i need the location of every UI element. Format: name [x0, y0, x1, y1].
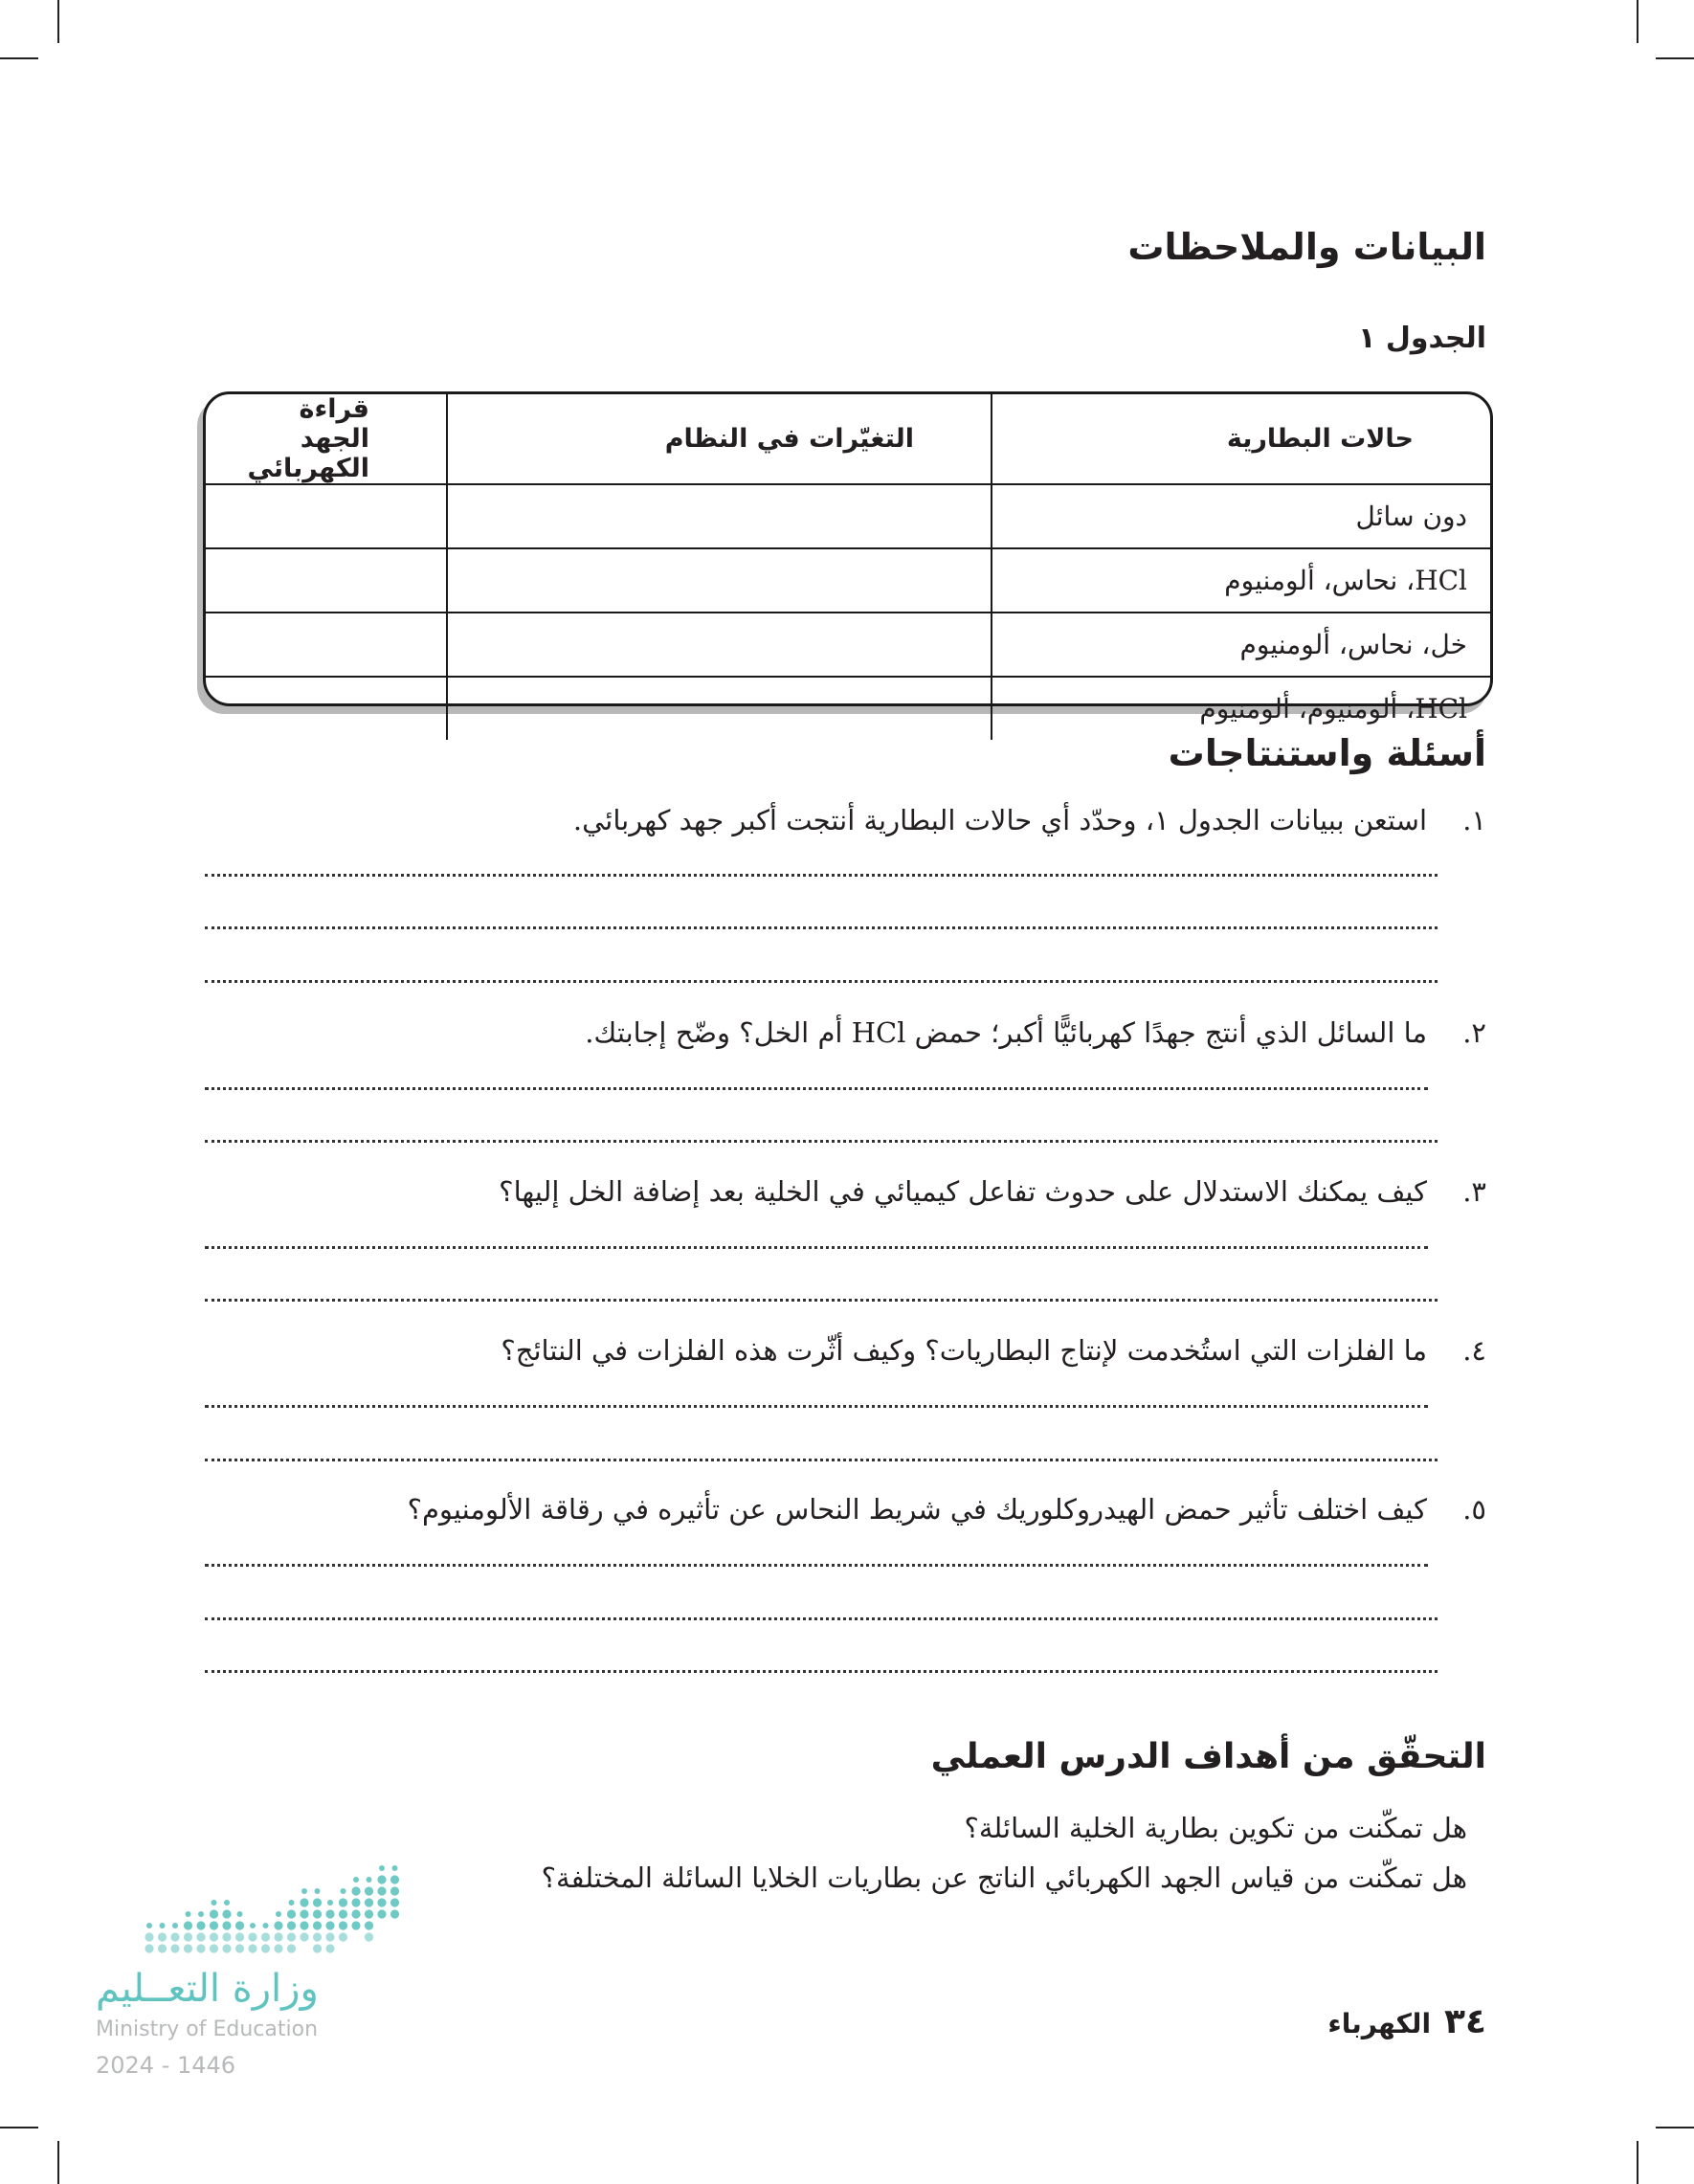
voltage-cell[interactable] [206, 484, 447, 548]
answer-line[interactable] [205, 1405, 1428, 1408]
voltage-cell[interactable] [206, 677, 447, 740]
battery-state-cell: HCl، ألومنيوم، ألومنيوم [992, 677, 1490, 740]
answer-line[interactable] [205, 1459, 1438, 1461]
check-item: هل تمكّنت من تكوين بطارية الخلية السائلة؟ [964, 1812, 1467, 1844]
question-text: كيف اختلف تأثير حمض الهيدروكلوريك في شريط النحاس عن تأثيره في رقاقة الألومنيوم؟ [407, 1493, 1427, 1526]
question-text: استعن ببيانات الجدول ١، وحدّد أي حالات البطارية أنتجت أكبر جهد كهربائي. [572, 804, 1427, 836]
crop-mark [1637, 2141, 1638, 2184]
changes-cell[interactable] [447, 677, 992, 740]
column-header: التغيّرات في النظام [447, 394, 992, 484]
question-text: كيف يمكنك الاستدلال على حدوث تفاعل كيميائي في الخلية بعد إضافة الخل إليها؟ [499, 1175, 1427, 1208]
answer-line[interactable] [205, 1140, 1438, 1143]
page-footer [1327, 2002, 1486, 2041]
question-number: ٢. [1462, 1016, 1486, 1049]
answer-line[interactable] [205, 1617, 1438, 1620]
crop-mark [57, 2141, 59, 2184]
table-row [206, 484, 1490, 548]
table-row [206, 613, 1490, 677]
questions-title: أسئلة واستنتاجات [1168, 732, 1486, 774]
question-text: ما السائل الذي أنتج جهدًا كهربائيًّا أكبر؛ حمض HCl أم الخل؟ وضّح إجابتك. [585, 1016, 1427, 1049]
question-1 [573, 804, 1486, 836]
question-text: ما الفلزات التي استُخدمت لإنتاج البطاريات؟ وكيف أثّرت هذه الفلزات في النتائج؟ [501, 1334, 1427, 1367]
crop-mark [0, 2127, 38, 2128]
table-row [206, 677, 1490, 740]
changes-cell[interactable] [447, 548, 992, 613]
chapter-name: الكهرباء [1327, 2008, 1432, 2039]
voltage-cell[interactable] [206, 613, 447, 677]
crop-mark [57, 0, 59, 43]
check-item: هل تمكّنت من قياس الجهد الكهربائي الناتج عن بطاريات الخلايا السائلة المختلفة؟ [541, 1861, 1467, 1894]
answer-line[interactable] [205, 1670, 1438, 1673]
question-5 [408, 1493, 1486, 1526]
battery-state-cell: خل، نحاس، ألومنيوم [992, 613, 1490, 677]
crop-mark [1656, 57, 1694, 59]
logo-year-text: 2024 - 1446 [96, 2052, 236, 2079]
logo-arabic-text: وزارة التعــليم [96, 1967, 319, 2011]
crop-mark [0, 57, 38, 59]
answer-line[interactable] [205, 1246, 1428, 1249]
question-number: ١. [1462, 804, 1486, 836]
answer-line[interactable] [205, 980, 1438, 983]
question-3 [499, 1175, 1486, 1208]
column-header: قراءة الجهد الكهربائي [206, 394, 447, 484]
answer-line[interactable] [205, 1299, 1438, 1302]
answer-line[interactable] [205, 874, 1438, 877]
section-title: البيانات والملاحظات [1127, 226, 1486, 268]
answer-line[interactable] [205, 1087, 1428, 1090]
table-header-row [206, 394, 1490, 484]
page-number: ٣٤ [1444, 2002, 1486, 2041]
crop-mark [1656, 2127, 1694, 2128]
table-row [206, 548, 1490, 613]
question-number: ٥. [1462, 1493, 1486, 1526]
question-number: ٤. [1462, 1334, 1486, 1367]
crop-mark [1637, 0, 1638, 43]
voltage-cell[interactable] [206, 548, 447, 613]
answer-line[interactable] [205, 926, 1438, 929]
changes-cell[interactable] [447, 613, 992, 677]
battery-state-cell: دون سائل [992, 484, 1490, 548]
question-number: ٣. [1462, 1175, 1486, 1208]
question-2 [585, 1016, 1486, 1049]
logo-english-text: Ministry of Education [96, 2017, 319, 2041]
table-title: الجدول ١ [1358, 322, 1486, 355]
question-4 [501, 1334, 1486, 1367]
data-table [203, 391, 1493, 724]
answer-line[interactable] [205, 1564, 1428, 1567]
check-title: التحقّق من أهداف الدرس العملي [930, 1737, 1486, 1776]
changes-cell[interactable] [447, 484, 992, 548]
battery-state-cell: HCl، نحاس، ألومنيوم [992, 548, 1490, 613]
column-header: حالات البطارية [992, 394, 1490, 484]
